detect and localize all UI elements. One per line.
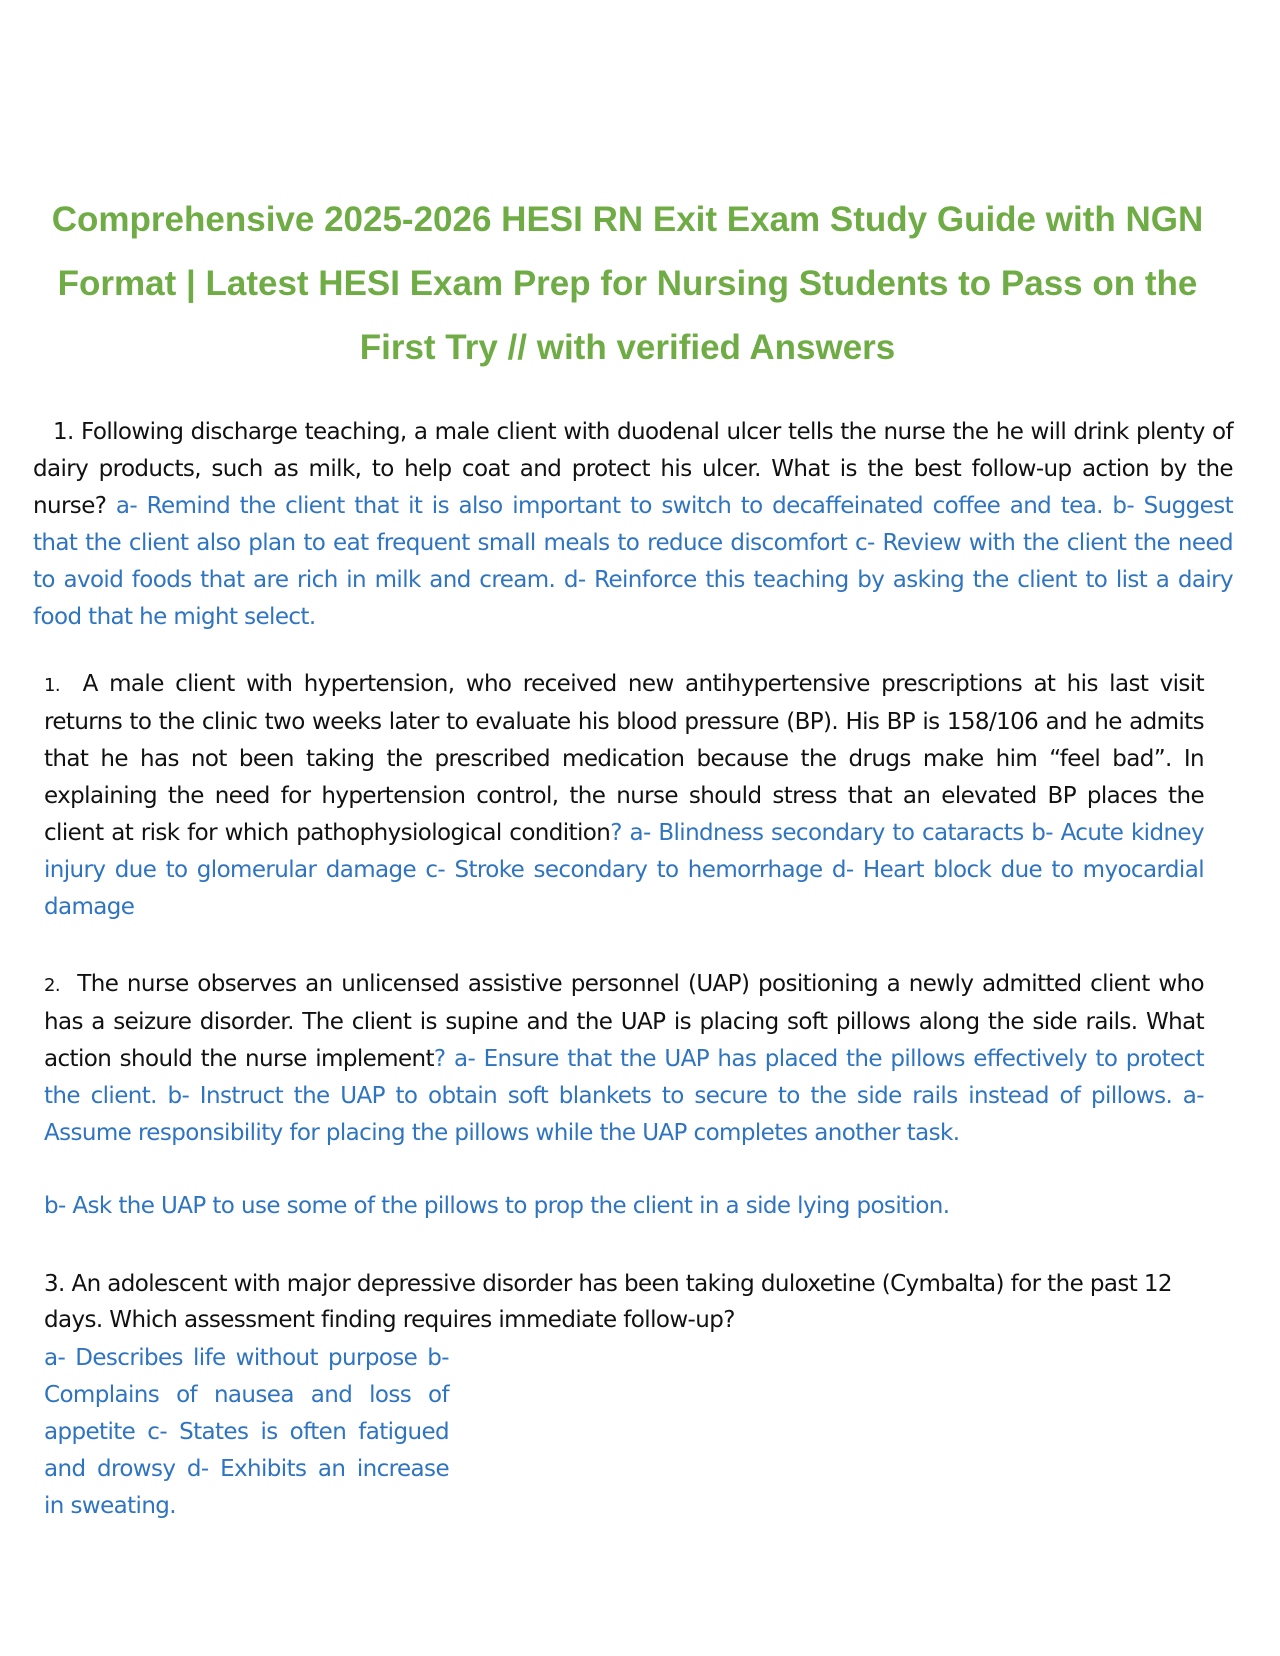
- question-stem: The nurse observes an unlicensed assistive personnel (UAP) positioning a newly admitted client who has a seizure disorder. The client is supine and the UAP is placing soft pillows along the side rails. What action should the nurse implement: [44, 971, 1204, 1072]
- question-4: [44, 1266, 1234, 1338]
- answer-option-extra: b- Ask the UAP to use some of the pillows to prop the client in a side lying position.: [44, 1193, 950, 1219]
- question-stem: A male client with hypertension, who received new antihypertensive prescriptions at his last visit returns to the clinic two weeks later to evaluate his blood pressure (BP). His BP is 158/106 and he admits that he has not been taking the prescribed medication because the drugs make him “feel bad”. In explaining the need for hypertension control, the nurse should stress that an elevated BP places the client at risk for which pathophysiological condition: [44, 671, 1204, 846]
- question-number: 2.: [44, 975, 60, 996]
- question-number: 1.: [53, 419, 74, 445]
- answer-options: ? a- Ensure that the UAP has placed the pillows effectively to protect the client. b- Instruct the UAP to obtain soft blankets to secure to the side rails instead of pillows. a- Assume responsibility for placing the pillows while the UAP completes another task.: [44, 1046, 1204, 1146]
- question-stem: An adolescent with major depressive disorder has been taking duloxetine (Cymbalta) for the past 12 days. Which assessment finding requires immediate follow-up?: [44, 1271, 1172, 1333]
- question-stem: Following discharge teaching, a male client with duodenal ulcer tells the nurse the he will drink plenty of dairy products, such as milk, to help coat and protect his ulcer. What is the best follow-up action by the nurse?: [33, 419, 1233, 519]
- question-number: 1.: [44, 675, 60, 696]
- question-1: [33, 414, 1233, 636]
- answer-options: ? a- Blindness secondary to cataracts b- Acute kidney injury due to glomerular damage c- Stroke secondary to hemorrhage d- Heart block due to myocardial damage: [44, 820, 1204, 920]
- page-title: Comprehensive 2025-2026 HESI RN Exit Exam Study Guide with NGN Format | Latest HESI Exam Prep for Nursing Students to Pass on the First Try // with verified Answers: [51, 200, 1204, 367]
- answer-options: a- Remind the client that it is also important to switch to decaffeinated coffee and tea. b- Suggest that the client also plan to eat frequent small meals to reduce discomfort c- Review with the client the need to avoid foods that are rich in milk and cream. d- Reinforce this teaching by asking the client to list a dairy food that he might select.: [33, 493, 1233, 630]
- question-3: [44, 966, 1204, 1152]
- question-2: [44, 666, 1204, 926]
- answer-options: a- Describes life without purpose b- Complains of nausea and loss of appetite c- States is often fatigued and drowsy d- Exhibits an increase in sweating.: [44, 1345, 449, 1519]
- question-number: 3.: [44, 1271, 65, 1297]
